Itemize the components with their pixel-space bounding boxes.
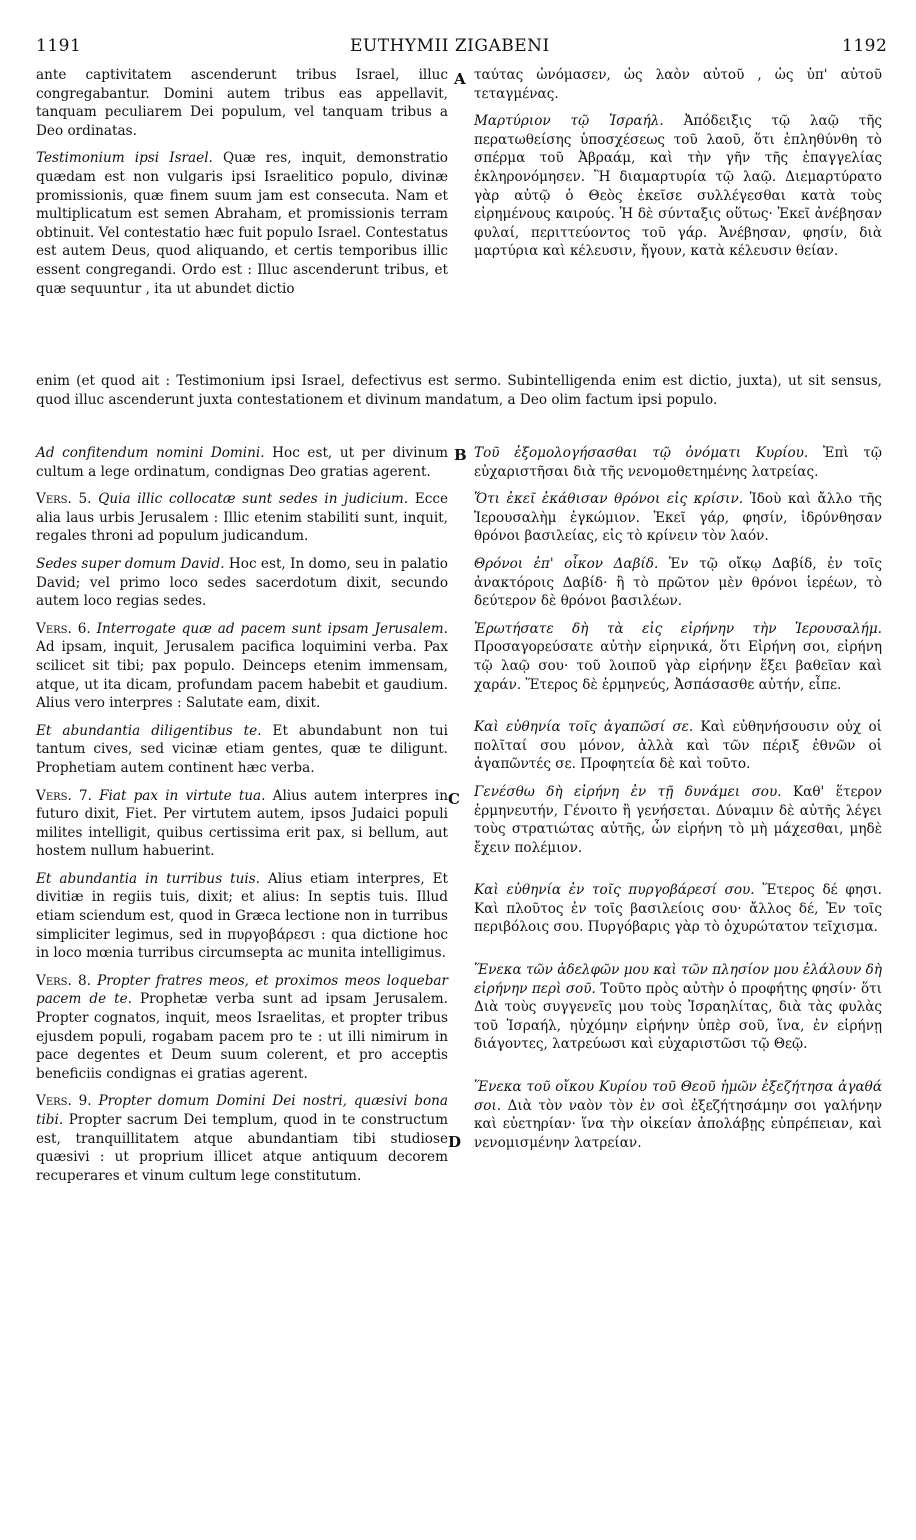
greek-paragraph: Μαρτύριον τῷ Ἰσραήλ. Ἀπόδειξις τῷ λαῷ τῆς περατωθείσης ὑποσχέσεως τοῦ λαοῦ, ὅτι ἐπληθύνθη τὸ σπέρμα τοῦ Ἀβραάμ, καὶ τὴν γῆν τῆς ἐπαγγελίας ἐκληρονόμησεν. Ἢ διαμαρτυρία τῷ λαῷ. Διεμαρτύρατο γὰρ αὐτῷ ὁ Θεὸς ἐκεῖσε συλλέγεσθαι κατὰ τοὺς εἰρημένους καιρούς. Ἡ δὲ σύνταξις οὕτως· Ἐκεῖ ἀνέβησαν φυλαί, περιττεύοντος τοῦ γάρ. Ἀνέβησαν, φησίν, διὰ μαρτύρια καὶ κέλευσιν, ἤγουν, κατὰ κέλευσιν θείαν. bbox=[474, 113, 882, 260]
greek-paragraph: ταύτας ὠνόμασεν, ὡς λαὸν αὐτοῦ , ὡς ὑπ' αὐτοῦ τεταγμένας. bbox=[474, 67, 882, 102]
latin-column bbox=[36, 444, 448, 1185]
verse-number: Vers. 9. bbox=[36, 1093, 92, 1110]
page-number-left: 1191 bbox=[36, 36, 82, 56]
greek-column bbox=[474, 444, 882, 1152]
latin-paragraph: Vers. 7. Fiat pax in virtute tua. Alius autem interpres in futuro dixit, Fiet. Per virtutem autem, ipsos Judaici populi milites intelligit, quibus certissima erit pax, si bellum, aut hostem nullum habuerint. bbox=[36, 787, 449, 860]
greek-paragraph: Ἕνεκα τῶν ἀδελφῶν μου καὶ τῶν πλησίον μου ἐλάλουν δὴ εἰρήνην περὶ σοῦ. Τοῦτο πρὸς αὐτὴν ὁ προφήτης φησίν· ὅτι Διὰ τοὺς συγγενεῖς μου τοὺς Ἰσραηλίτας, διὰ τὰς φυλὰς τοῦ Ἰσραήλ, ηὐχόμην εἰρήνην ὑπὲρ σοῦ, ἵνα, ἐν εἰρήνῃ διάγοντες, λατρεύωσι καὶ εὐχαριστῶσι τῷ Θεῷ. bbox=[474, 962, 882, 1053]
greek-paragraph: Καὶ εὐθηνία τοῖς ἀγαπῶσί σε. Καὶ εὐθηνήσουσιν οὐχ οἱ πολῖταί σου μόνον, ἀλλὰ καὶ τῶν πέριξ ἐθνῶν οἱ ἀγαπῶντές σε. Προφητεία δὲ καὶ τοῦτο. bbox=[474, 719, 882, 773]
latin-paragraph: Vers. 6. Interrogate quæ ad pacem sunt ipsam Jerusalem. Ad ipsam, inquit, Jerusalem pacifica loquimini verba. Pax scilicet sit tibi; pax populo. Deinceps etenim immensam, atque, ut ita dicam, profundam pacem habebit et gaudium. Alius vero interpres : Salutate eam, dixit. bbox=[36, 620, 449, 712]
latin-column-top bbox=[36, 66, 448, 298]
verse-number: Vers. 7. bbox=[36, 787, 92, 804]
margin-letter-b: B bbox=[454, 446, 467, 464]
latin-paragraph: Testimonium ipsi Israel. Quæ res, inquit, demonstratio quædam est non vulgaris ipsi Israelitico populo, divinæ promissionis, quæ finem suum jam est consecuta. Nam et multiplicatum est semen Abraham, et promissionis terram obtinuit. Vel contestatio hæc fuit populo Israel. Contestatus est autem Deus, quod aliquando, et certis temporibus illic essent congregandi. Ordo est : Illuc ascenderunt tribus, et quæ sequuntur , ita ut abundet dictio bbox=[36, 150, 449, 297]
latin-paragraph: Vers. 8. Propter fratres meos, et proximos meos loquebar pacem de te. Prophetæ verba sunt ad ipsam Jerusalem. Propter cognatos, inquit, meos Israelitas, et propter tribus ejusdem populi, rogabam pacem pro te : ut illi nimirum in pace degentes et Deum suum colerent, et pro acceptis beneficiis condignas ei gratias agerent. bbox=[36, 972, 448, 1082]
verse-number: Vers. 5. bbox=[36, 491, 92, 508]
lemma: Μαρτύριον τῷ Ἰσραήλ. bbox=[474, 113, 664, 130]
greek-paragraph: Ὅτι ἐκεῖ ἐκάθισαν θρόνοι εἰς κρίσιν. Ἰδοὺ καὶ ἄλλο τῆς Ἱερουσαλὴμ ἐγκώμιον. Ἐκεῖ γάρ, φησίν, ἱδρύνθησαν θρόνοι βασιλείας, εἰς τὸ κρίνειν τὸν λαόν. bbox=[474, 491, 882, 545]
greek-paragraph: Τοῦ ἐξομολογήσασθαι τῷ ὀνόματι Κυρίου. Ἐπὶ τῷ εὐχαριστῆσαι διὰ τῆς νενομοθετημένης λατρείας. bbox=[474, 445, 883, 480]
verse-number: Vers. 8. bbox=[36, 972, 91, 989]
latin-paragraph: Sedes super domum David. Hoc est, In domo, seu in palatio David; vel primo loco sedes sacerdotum dixit, secundo autem loco regias sedes. bbox=[36, 555, 448, 610]
greek-paragraph: Καὶ εὐθηνία ἐν τοῖς πυργοβάρεσί σου. Ἕτερος δέ φησι. Καὶ πλοῦτος ἐν τοῖς βασιλείοις σου· ἄλλος δέ, Ἐν τοῖς περιβόλοις σου. Πυργόβαρις γὰρ τὸ ὀχυρώτατον τεῖχισμα. bbox=[474, 882, 882, 936]
latin-paragraph: Ad confitendum nomini Domini. Hoc est, ut per divinum cultum a lege ordinatum, condignas Deo gratias agerent. bbox=[36, 445, 448, 480]
greek-paragraph: Ἐρωτήσατε δὴ τὰ εἰς εἰρήνην τὴν Ἱερουσαλήμ. Προσαγορεύσατε αὐτὴν εἰρηνικά, ὅτι Εἰρήνη σοι, εἰρήνη τῷ λαῷ σου· τοῦ λοιποῦ γὰρ εἰρήνην ἕξει βαθεῖαν καὶ χαράν. Ἕτερος δὲ ἑρμηνεύς, Ἀσπάσασθε αὐτήν, εἶπε. bbox=[474, 620, 882, 693]
greek-paragraph: Ἕνεκα τοῦ οἴκου Κυρίου τοῦ Θεοῦ ἡμῶν ἐξεζήτησα ἀγαθά σοι. Διὰ τὸν ναὸν τὸν ἐν σοὶ ἐξεζήτησάμην σοι γαλήνην καὶ εὐετηρίαν· ἵνα τὴν οἰκείαν ἀπολάβῃς εὐπρέπειαν, καὶ νενομισμένην λατρείαν. bbox=[474, 1079, 882, 1151]
latin-paragraph: Vers. 9. Propter domum Domini Dei nostri, quæsivi bona tibi. Propter sacrum Dei templum, quod in te constructum est, tranquillitatem atque abundantiam tibi studiose quæsivi : ut proprium illicet atque antiquum decorem recuperares et vinum cultum lege constitutum. bbox=[36, 1093, 449, 1184]
lemma: Testimonium ipsi Israel. bbox=[36, 150, 213, 167]
margin-letter-a: A bbox=[454, 70, 466, 88]
latin-paragraph: Et abundantia in turribus tuis. Alius etiam interpres, Et divitiæ in regiis tuis, dixit; et alius: In septis tuis. Illud etiam sciendum est, quod in Græca lectione non in turribus simpliciter legimus, sed in πυργοβάρεσι : qua dictione hoc in loco mœnia turribus circumsepta ac munita intelligimus. bbox=[36, 870, 448, 962]
greek-paragraph: Γενέσθω δὴ εἰρήνη ἐν τῇ δυνάμει σου. Καθ' ἕτερον ἑρμηνευτήν, Γένοιτο ἢ γενήσεται. Δύναμιν δὲ αὐτῆς λέγει τοὺς στρατιώτας αὐτῆς, ὧν εἰρήνη τὸ μὴ μάχεσθαι, μηδὲ ἔχειν πολέμιον. bbox=[474, 783, 882, 856]
latin-paragraph: ante captivitatem ascenderunt tribus Israel, illuc congregabantur. Domini autem tribus eas appellavit, tanquam peculiarem Dei populum, vel tanquam tribus a Deo ordinatas. bbox=[36, 67, 448, 139]
page-number-right: 1192 bbox=[842, 36, 888, 56]
running-title: EUTHYMII ZIGABENI bbox=[350, 36, 550, 56]
latin-paragraph: Vers. 5. Quia illic collocatæ sunt sedes in judicium. Ecce alia laus urbis Jerusalem : Illic etenim stabiliti sunt, inquit, regales throni ad populum judicandum. bbox=[36, 491, 449, 545]
greek-column-top bbox=[474, 66, 882, 261]
full-width-paragraph: enim (et quod ait : Testimonium ipsi Israel, defectivus est sermo. Subintelligenda enim est dictio, juxta), ut sit sensus, quod illuc ascenderunt juxta contestationem et divinum mandatum, a Deo olim factum ipsi populo. bbox=[36, 373, 882, 408]
latin-paragraph: Et abundantia diligentibus te. Et abundabunt non tui tantum cives, sed vicinæ etiam gentes, quæ te diligunt. Prophetiam autem continent hæc verba. bbox=[36, 722, 448, 776]
greek-paragraph: Θρόνοι ἐπ' οἶκον Δαβίδ. Ἐν τῷ οἴκῳ Δαβίδ, ἐν τοῖς ἀνακτόροις Δαβίδ· ἢ τὸ πρῶτον μὲν θρόνοι ἱερέων, τὸ δεύτερον δὲ θρόνοι βασιλέων. bbox=[474, 555, 882, 610]
margin-letter-d: D bbox=[448, 1133, 462, 1151]
margin-letter-c: C bbox=[448, 790, 460, 808]
verse-number: Vers. 6. bbox=[36, 620, 91, 637]
running-header bbox=[0, 36, 916, 58]
